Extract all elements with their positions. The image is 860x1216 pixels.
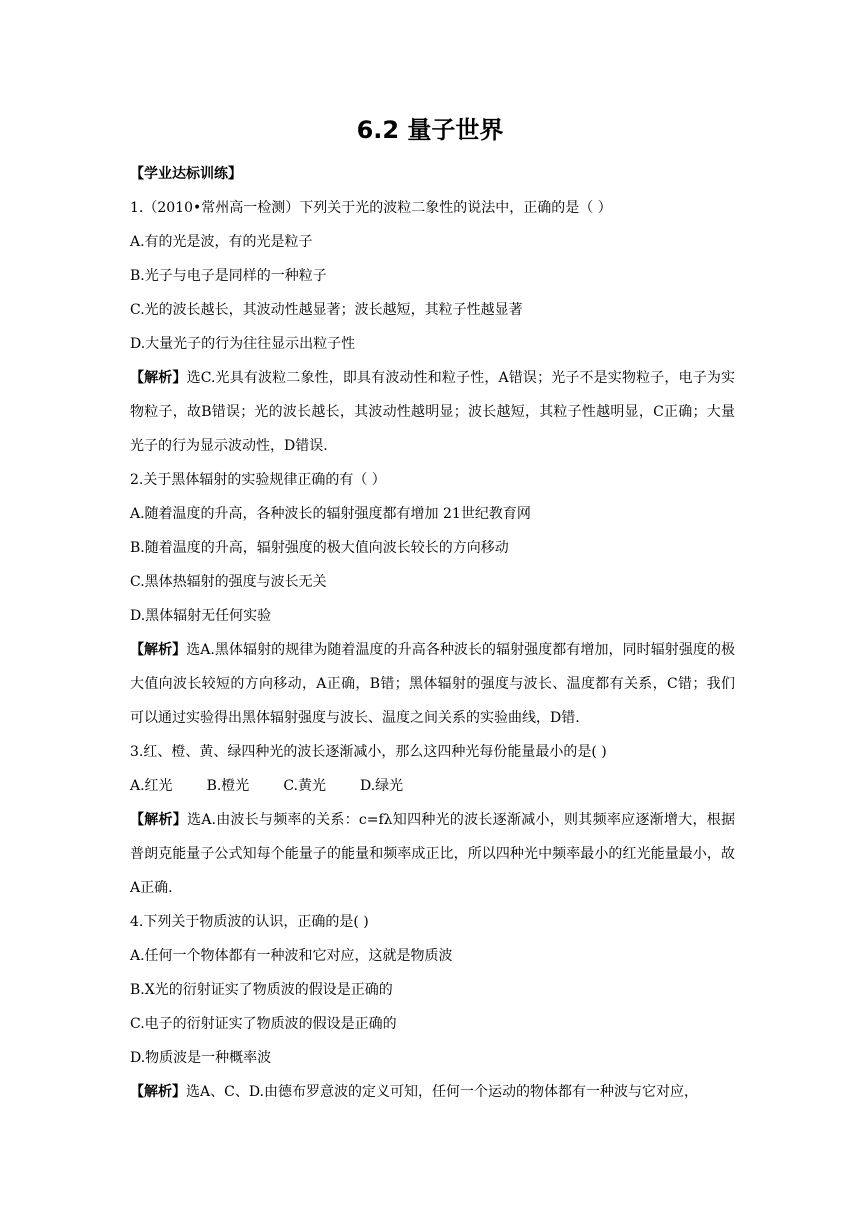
analysis-text: 选A、C、D.由德布罗意波的定义可知，任何一个运动的物体都有一种波与它对应，	[186, 1084, 698, 1100]
section-header: 【学业达标训练】	[130, 166, 242, 182]
question-4-option-c: C.电子的衍射证实了物质波的假设是正确的	[130, 1016, 397, 1032]
question-3-analysis	[130, 803, 735, 905]
page-title: 6.2 量子世界	[356, 116, 504, 144]
analysis-text: 选A.黑体辐射的规律为随着温度的升高各种波长的辐射强度都有增加，同时辐射强度的极大值向波长较短的方向移动，A正确，B错；黑体辐射的强度与波长、温度都有关系，C错；我们可以通过实验得出黑体辐射强度与波长、温度之间关系的实验曲线，D错.	[130, 642, 735, 726]
analysis-label: 【解析】	[130, 1084, 186, 1100]
question-3-option-a: A.红光	[130, 778, 173, 794]
analysis-label: 【解析】	[130, 370, 187, 386]
question-3-option-c: C.黄光	[283, 778, 326, 794]
question-1-option-d: D.大量光子的行为往往显示出粒子性	[130, 336, 356, 352]
question-3-option-d: D.绿光	[359, 778, 404, 794]
question-4-option-a: A.任何一个物体都有一种波和它对应，这就是物质波	[130, 948, 453, 964]
question-1-stem: 1.（2010•常州高一检测）下列关于光的波粒二象性的说法中，正确的是（ ）	[130, 200, 612, 216]
question-3-stem: 3.红、橙、黄、绿四种光的波长逐渐减小，那么这四种光每份能量最小的是( )	[130, 744, 607, 760]
question-1-option-a: A.有的光是波，有的光是粒子	[130, 234, 313, 250]
question-4-analysis	[130, 1075, 735, 1109]
question-4-option-d: D.物质波是一种概率波	[130, 1050, 272, 1066]
question-1-option-c: C.光的波长越长，其波动性越显著；波长越短，其粒子性越显著	[130, 302, 523, 318]
question-2-analysis	[130, 633, 735, 735]
analysis-label: 【解析】	[130, 812, 188, 828]
analysis-text: 选C.光具有波粒二象性，即具有波动性和粒子性，A错误；光子不是实物粒子，电子为实物粒子，故B错误；光的波长越长，其波动性越明显；波长越短，其粒子性越明显，C正确；大量光子的行为显示波动性，D错误.	[130, 370, 735, 454]
question-2-option-d: D.黑体辐射无任何实验	[130, 608, 272, 624]
question-2-option-a: A.随着温度的升高，各种波长的辐射强度都有增加 21世纪教育网	[130, 506, 531, 522]
question-1-analysis	[130, 361, 735, 463]
question-2-stem: 2.关于黑体辐射的实验规律正确的有（ ）	[130, 472, 386, 488]
question-3-option-b: B.橙光	[206, 778, 250, 794]
question-4-stem: 4.下列关于物质波的认识，正确的是( )	[130, 914, 369, 930]
question-2-option-c: C.黑体热辐射的强度与波长无关	[130, 574, 327, 590]
question-1-option-b: B.光子与电子是同样的一种粒子	[130, 268, 327, 284]
question-4-option-b: B.X光的衍射证实了物质波的假设是正确的	[130, 982, 393, 998]
question-2-option-b: B.随着温度的升高，辐射强度的极大值向波长较长的方向移动	[130, 540, 509, 556]
analysis-text: 选A.由波长与频率的关系：c=fλ知四种光的波长逐渐减小，则其频率应逐渐增大，根据普朗克能量子公式知每个能量子的能量和频率成正比，所以四种光中频率最小的红光能量最小，故A正确.	[130, 812, 736, 896]
question-3-options	[130, 769, 735, 803]
document-body	[130, 157, 735, 1109]
analysis-label: 【解析】	[130, 642, 187, 658]
